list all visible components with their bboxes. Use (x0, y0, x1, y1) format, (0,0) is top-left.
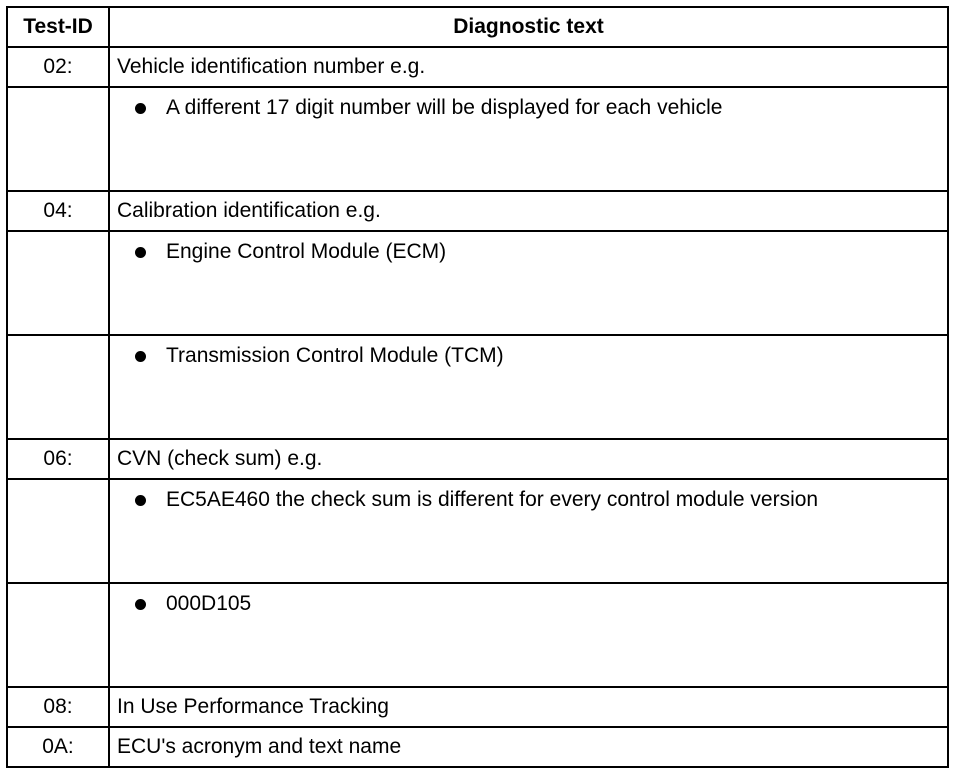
test-id-cell: 04: (7, 191, 109, 231)
test-id-cell: 0A: (7, 727, 109, 767)
table-row (7, 191, 948, 231)
diagnostic-text-cell: CVN (check sum) e.g. (109, 439, 948, 479)
diagnostic-text-cell: Vehicle identification number e.g. (109, 47, 948, 87)
test-id-cell (7, 87, 109, 191)
test-id-cell: 06: (7, 439, 109, 479)
diagnostic-table (6, 6, 949, 768)
table-row (7, 687, 948, 727)
table-row (7, 479, 948, 583)
bullet-icon (135, 247, 146, 258)
bullet-item (117, 344, 947, 368)
bullet-text: A different 17 digit number will be displayed for each vehicle (166, 96, 723, 119)
bullet-icon (135, 495, 146, 506)
diagnostic-text-cell (109, 231, 948, 335)
test-id-cell (7, 479, 109, 583)
bullet-item (117, 240, 947, 264)
table-row (7, 727, 948, 767)
table-row (7, 335, 948, 439)
bullet-item (117, 96, 947, 120)
test-id-cell (7, 231, 109, 335)
bullet-icon (135, 351, 146, 362)
header-diagnostic-text: Diagnostic text (109, 7, 948, 47)
table-row (7, 231, 948, 335)
header-test-id: Test-ID (7, 7, 109, 47)
bullet-text: 000D105 (166, 592, 252, 615)
diagnostic-text-cell: In Use Performance Tracking (109, 687, 948, 727)
test-id-cell (7, 583, 109, 687)
diagnostic-text-cell (109, 335, 948, 439)
diagnostic-text-cell: ECU's acronym and text name (109, 727, 948, 767)
diagnostic-text-cell: Calibration identification e.g. (109, 191, 948, 231)
test-id-cell: 08: (7, 687, 109, 727)
bullet-text: EC5AE460 the check sum is different for every control module version (166, 488, 819, 511)
bullet-icon (135, 103, 146, 114)
bullet-item (117, 592, 947, 616)
test-id-cell: 02: (7, 47, 109, 87)
table-row (7, 87, 948, 191)
table-row (7, 439, 948, 479)
bullet-text: Engine Control Module (ECM) (166, 240, 447, 263)
bullet-text: Transmission Control Module (TCM) (166, 344, 504, 367)
diagnostic-text-cell (109, 583, 948, 687)
table-row (7, 583, 948, 687)
diagnostic-text-cell (109, 87, 948, 191)
bullet-item (117, 488, 947, 512)
test-id-cell (7, 335, 109, 439)
diagnostic-text-cell (109, 479, 948, 583)
table-row (7, 47, 948, 87)
bullet-icon (135, 599, 146, 610)
table-header-row (7, 7, 948, 47)
